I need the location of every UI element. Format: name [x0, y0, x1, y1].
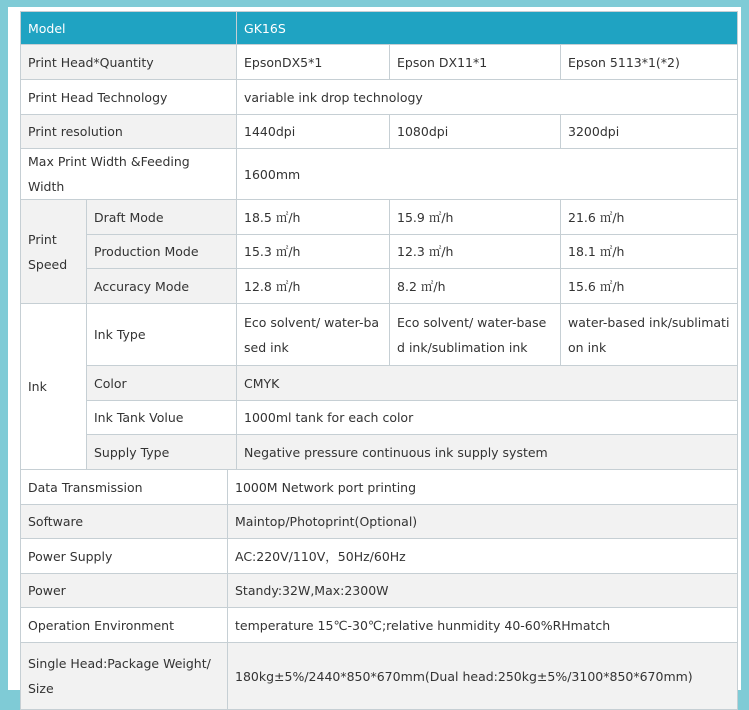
table-row	[21, 304, 738, 366]
supply-type-label: Supply Type	[87, 435, 237, 470]
power-value: Standy:32W,Max:2300W	[228, 574, 738, 608]
spec-table	[20, 11, 738, 710]
table-row	[21, 539, 738, 574]
max-print-width-label: Max Print Width &Feeding Width	[21, 149, 237, 200]
draft-mode-2: 15.9 ㎡/h	[390, 200, 561, 235]
production-mode-label: Production Mode	[87, 235, 237, 269]
print-head-quantity-3: Epson 5113*1(*2)	[561, 45, 738, 80]
production-mode-1: 15.3 ㎡/h	[237, 235, 390, 269]
draft-mode-label: Draft Mode	[87, 200, 237, 235]
color-label: Color	[87, 366, 237, 401]
ink-tank-value: 1000ml tank for each color	[237, 401, 738, 435]
ink-type-2: Eco solvent/ water-based ink/sublimation ink	[390, 304, 561, 366]
print-head-technology-value: variable ink drop technology	[237, 80, 738, 115]
operation-environment-value: temperature 15℃-30℃;relative hunmidity 40-60%RHmatch	[228, 608, 738, 643]
accuracy-mode-3: 15.6 ㎡/h	[561, 269, 738, 304]
ink-label: Ink	[21, 304, 87, 470]
power-label: Power	[21, 574, 228, 608]
table-row	[21, 235, 738, 269]
table-row	[21, 366, 738, 401]
software-value: Maintop/Photoprint(Optional)	[228, 505, 738, 539]
table-row	[21, 401, 738, 435]
print-speed-label-line1: Print	[28, 231, 57, 247]
production-mode-3: 18.1 ㎡/h	[561, 235, 738, 269]
data-transmission-value: 1000M Network port printing	[228, 470, 738, 505]
max-print-width-value: 1600mm	[237, 149, 738, 200]
operation-environment-label: Operation Environment	[21, 608, 228, 643]
production-mode-2: 12.3 ㎡/h	[390, 235, 561, 269]
print-speed-label-line2: Speed	[28, 256, 68, 272]
print-head-quantity-label: Print Head*Quantity	[21, 45, 237, 80]
header-value: GK16S	[237, 12, 738, 45]
print-speed-label	[21, 200, 87, 304]
header-label: Model	[21, 12, 237, 45]
table-row	[21, 470, 738, 505]
accuracy-mode-label: Accuracy Mode	[87, 269, 237, 304]
ink-tank-label: Ink Tank Volue	[87, 401, 237, 435]
power-supply-value: AC:220V/110V，50Hz/60Hz	[228, 539, 738, 574]
color-value: CMYK	[237, 366, 738, 401]
accuracy-mode-1: 12.8 ㎡/h	[237, 269, 390, 304]
spec-frame	[8, 7, 741, 696]
weight-size-value: 180kg±5%/2440*850*670mm(Dual head:250kg±5%/3100*850*670mm)	[228, 643, 738, 710]
print-resolution-label: Print resolution	[21, 115, 237, 149]
table-row	[21, 149, 738, 200]
supply-type-value: Negative pressure continuous ink supply system	[237, 435, 738, 470]
table-row	[21, 269, 738, 304]
power-supply-label: Power Supply	[21, 539, 228, 574]
header-row	[21, 12, 738, 45]
print-head-technology-label: Print Head Technology	[21, 80, 237, 115]
table-row	[21, 45, 738, 80]
ink-type-label: Ink Type	[87, 304, 237, 366]
weight-size-label: Single Head:Package Weight/ Size	[21, 643, 228, 710]
table-row	[21, 643, 738, 710]
ink-type-3: water-based ink/sublimation ink	[561, 304, 738, 366]
print-resolution-2: 1080dpi	[390, 115, 561, 149]
draft-mode-3: 21.6 ㎡/h	[561, 200, 738, 235]
table-row	[21, 80, 738, 115]
print-head-quantity-2: Epson DX11*1	[390, 45, 561, 80]
table-row	[21, 115, 738, 149]
table-row	[21, 200, 738, 235]
print-head-quantity-1: EpsonDX5*1	[237, 45, 390, 80]
table-row	[21, 608, 738, 643]
table-row	[21, 574, 738, 608]
table-row	[21, 505, 738, 539]
data-transmission-label: Data Transmission	[21, 470, 228, 505]
accuracy-mode-2: 8.2 ㎡/h	[390, 269, 561, 304]
print-resolution-1: 1440dpi	[237, 115, 390, 149]
draft-mode-1: 18.5 ㎡/h	[237, 200, 390, 235]
software-label: Software	[21, 505, 228, 539]
table-row	[21, 435, 738, 470]
ink-type-1: Eco solvent/ water-based ink	[237, 304, 390, 366]
print-resolution-3: 3200dpi	[561, 115, 738, 149]
